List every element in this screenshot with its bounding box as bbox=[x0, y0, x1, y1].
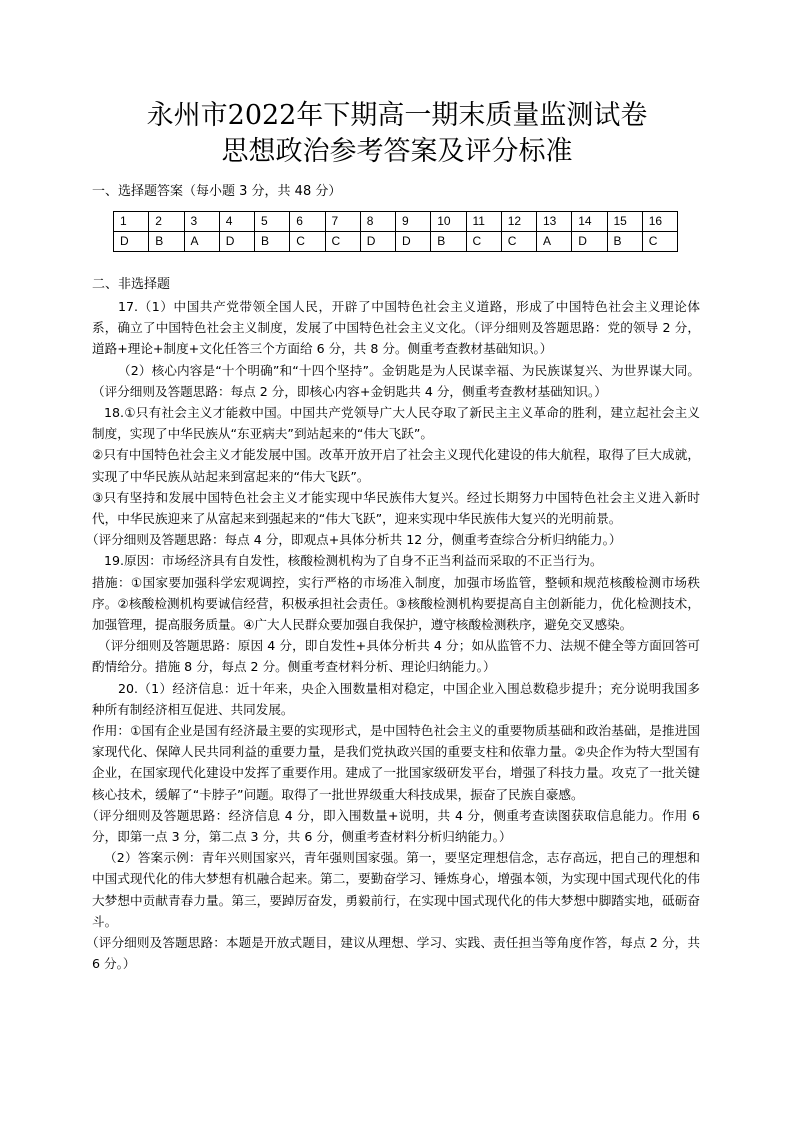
answer-paragraph-q20-scoring: （评分细则及答题思路：经济信息 4 分，即入围数量+说明，共 4 分，侧重考查读图获取信息能力。作用 6 分，即第一点 3 分，第二点 3 分，共 6 分，侧重考查材料分析归纳能力。） bbox=[86, 807, 700, 845]
answer-paragraph-q18-scoring: （评分细则及答题思路：每点 4 分，即观点+具体分析共 12 分，侧重考查综合分析归纳能力。） bbox=[86, 532, 622, 548]
question-number-cell: 8 bbox=[360, 212, 395, 232]
document-title-line2: 思想政治参考答案及评分标准 bbox=[221, 136, 573, 167]
answer-table bbox=[113, 211, 678, 252]
answer-paragraph-q19-reason: 19.原因：市场经济具有自发性，核酸检测机构为了自身不正当利益而采取的不正当行为。 bbox=[104, 553, 603, 569]
question-number-cell: 10 bbox=[431, 212, 466, 232]
question-number-cell: 16 bbox=[642, 212, 677, 232]
answer-cell: B bbox=[607, 232, 642, 252]
question-number-cell: 12 bbox=[501, 212, 536, 232]
answer-paragraph-q18-1: 18.①只有社会主义才能救中国。中国共产党领导广大人民夺取了新民主主义革命的胜利，建立起社会主义制度，实现了中华民族从“东亚病夫”到站起来的“伟大飞跃”。 bbox=[92, 405, 700, 442]
answer-paragraph-q19-measures: 措施：①国家要加强科学宏观调控，实行严格的市场准入制度，加强市场监管，整顿和规范核酸检测市场秩序。②核酸检测机构要诚信经营，积极承担社会责任。③核酸检测机构要提高自主创新能力，优化检测技术，加强管理，提高服务质量。④广大人民群众要加强自我保护，遵守核酸检测秩序，避免交叉感染。 bbox=[92, 574, 700, 633]
answer-paragraph-q20-2-scoring: （评分细则及答题思路：本题是开放式题目，建议从理想、学习、实践、责任担当等角度作答，每点 2 分，共 6 分。） bbox=[86, 935, 700, 972]
answer-cell: D bbox=[572, 232, 607, 252]
answer-paragraph-q18-3: ③只有坚持和发展中国特色社会主义才能实现中华民族伟大复兴。经过长期努力中国特色社会主义进入新时代，中华民族迎来了从富起来到强起来的“伟大飞跃”，迎来实现中华民族伟大复兴的光明前景。 bbox=[92, 489, 700, 527]
answer-paragraph-q20-2: （2）答案示例：青年兴则国家兴，青年强则国家强。第一，要坚定理想信念，志存高远，把自己的理想和中国式现代化的伟大梦想有机融合起来。第二，要勤奋学习、锤炼身心，增强本领，为实现中国式现代化的伟大梦想中贡献青春力量。第三，要踔厉奋发，勇毅前行，在实现中国式现代化的伟大梦想中脚踏实地，砥砺奋斗。 bbox=[92, 850, 700, 929]
question-number-cell: 11 bbox=[466, 212, 501, 232]
question-number-cell: 15 bbox=[607, 212, 642, 232]
answer-paragraph-q17-1: 17.（1）中国共产党带领全国人民，开辟了中国特色社会主义道路，形成了中国特色社会主义理论体系，确立了中国特色社会主义制度，发展了中国特色社会主义文化。（评分细则及答题思路：党的领导 2 分，道路+理论+制度+文化任答三个方面给 6 分，共 8 分。侧重考查教材基础知识。） bbox=[92, 299, 700, 357]
answer-cell: C bbox=[325, 232, 360, 252]
question-number-cell: 14 bbox=[572, 212, 607, 232]
answer-paragraph-q18-2: ②只有中国特色社会主义才能发展中国。改革开放开启了社会主义现代化建设的伟大航程，取得了巨大成就，实现了中华民族从站起来到富起来的“伟大飞跃”。 bbox=[92, 447, 700, 484]
answer-cell: B bbox=[149, 232, 184, 252]
answer-cell: D bbox=[114, 232, 149, 252]
question-number-cell: 2 bbox=[149, 212, 184, 232]
question-number-cell: 7 bbox=[325, 212, 360, 232]
question-number-cell: 1 bbox=[114, 212, 149, 232]
answer-table-number-row bbox=[114, 212, 678, 232]
section-heading-nonchoice: 二、非选择题 bbox=[92, 277, 171, 292]
answer-cell: C bbox=[642, 232, 677, 252]
question-number-cell: 9 bbox=[396, 212, 431, 232]
answer-paragraph-q20-role: 作用：①国有企业是国有经济最主要的实现形式，是中国特色社会主义的重要物质基础和政治基础，是推进国家现代化、保障人民共同利益的重要力量，是我们党执政兴国的重要支柱和依靠力量。②央企作为特大型国有企业，在国家现代化建设中发挥了重要作用。建成了一批国家级研发平台，增强了科技力量。攻克了一批关键核心技术，缓解了“卡脖子”问题。取得了一批世界级重大科技成果，振奋了民族自豪感。 bbox=[92, 723, 700, 802]
question-number-cell: 3 bbox=[184, 212, 219, 232]
section-heading-choice: 一、选择题答案（每小题 3 分，共 48 分） bbox=[92, 184, 342, 199]
question-number-cell: 5 bbox=[255, 212, 290, 232]
answer-cell: C bbox=[501, 232, 536, 252]
answer-cell: C bbox=[290, 232, 325, 252]
question-number-cell: 4 bbox=[219, 212, 254, 232]
answer-cell: A bbox=[537, 232, 572, 252]
answer-cell: C bbox=[466, 232, 501, 252]
answer-body bbox=[86, 296, 700, 975]
answer-paragraph-q20-1: 20.（1）经济信息：近十年来，央企入围数量相对稳定，中国企业入围总数稳步提升；充分说明我国多种所有制经济相互促进、共同发展。 bbox=[92, 680, 700, 717]
answer-cell: A bbox=[184, 232, 219, 252]
document-title-line1: 永州市2022年下期高一期末质量监测试卷 bbox=[146, 100, 648, 131]
answer-cell: D bbox=[396, 232, 431, 252]
answer-cell: D bbox=[360, 232, 395, 252]
question-number-cell: 6 bbox=[290, 212, 325, 232]
question-number-cell: 13 bbox=[537, 212, 572, 232]
answer-cell: D bbox=[219, 232, 254, 252]
answer-paragraph-q17-2: （2）核心内容是“十个明确”和“十四个坚持”。金钥匙是为人民谋幸福、为民族谋复兴、为世界谋大同。（评分细则及答题思路：每点 2 分，即核心内容+金钥匙共 4 分，侧重考查教材基础知识。） bbox=[92, 362, 700, 399]
answer-cell: B bbox=[431, 232, 466, 252]
answer-paragraph-q19-scoring: （评分细则及答题思路：原因 4 分，即自发性+具体分析共 4 分；如从监管不力、法规不健全等方面回答可酌情给分。措施 8 分，每点 2 分。侧重考查材料分析、理论归纳能力。） bbox=[92, 638, 700, 675]
answer-table-answer-row bbox=[114, 232, 678, 252]
answer-cell: B bbox=[255, 232, 290, 252]
